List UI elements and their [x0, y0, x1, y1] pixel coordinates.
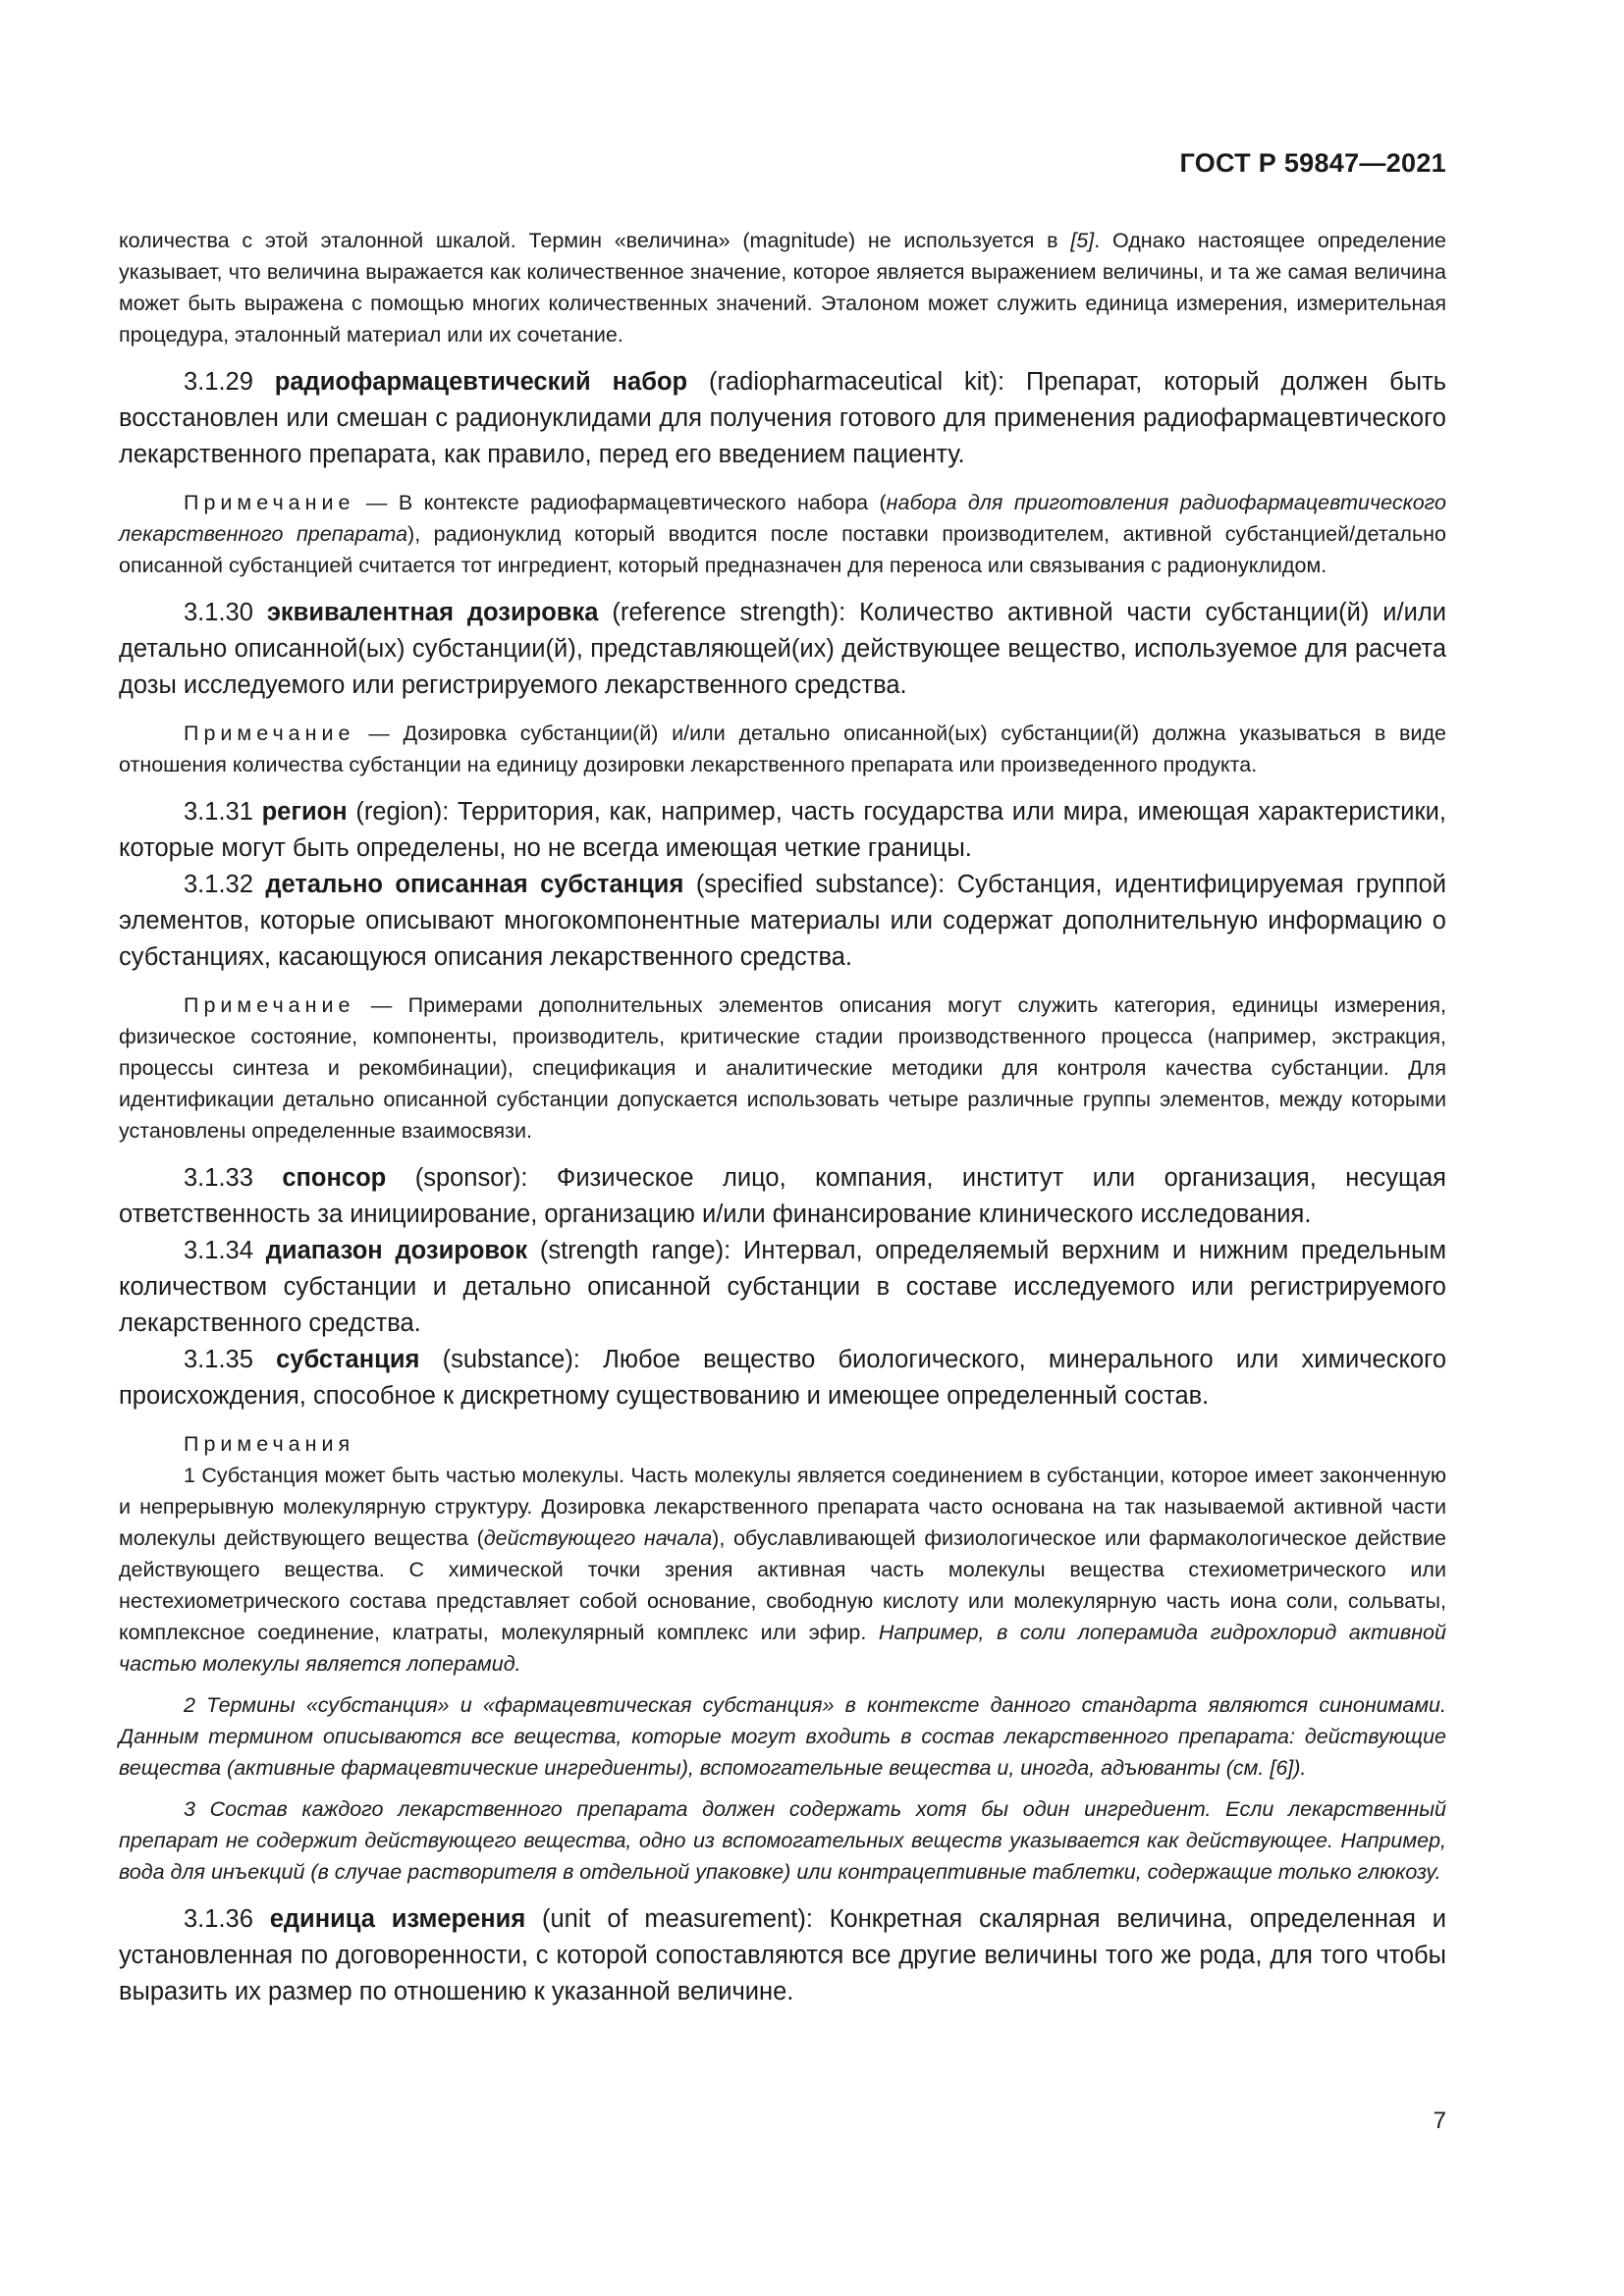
term-3-1-34: 3.1.34 диапазон дозировок (strength range): Интервал, определяемый верхним и нижним предельным количеством субстанции и детально описанной субстанции в составе исследуемого или регистрируемого лекарственного средства. [119, 1237, 1446, 1337]
term-title: радиофармацевтический набор [274, 368, 688, 396]
term-3-1-31: 3.1.31 регион (region): Территория, как, например, часть государства или мира, имеющая характеристики, которые могут быть определены, но не всегда имеющая четкие границы. [119, 798, 1447, 862]
term-title: единица измерения [269, 1905, 526, 1933]
note-label: Примечание [184, 491, 355, 514]
note-3-1-35-2: 2 Термины «субстанция» и «фармацевтическая субстанция» в контексте данного стандарта являются синонимами. Данным термином описываются все вещества, которые могут входить в состав лекарственного препарата: действующие вещества (активные фармацевтические ингредиенты), вспомогательные вещества и, иногда, адъюванты (см. [6]). [119, 1693, 1446, 1780]
term-3-1-35: 3.1.35 субстанция (substance): Любое вещество биологического, минерального или химического происхождения, способное к дискретному существованию и имеющее определенный состав. [119, 1346, 1447, 1410]
notes-label-3-1-35 [119, 1428, 1446, 1460]
note-3-1-35-3: 3 Состав каждого лекарственного препарата должен содержать хотя бы один ингредиент. Если лекарственный препарат не содержит действующего вещества, одно из вспомогательных веществ указывается как действующее. Например, вода для инъекций (в случае растворителя в отдельной упаковке) или контрацептивные таблетки, содержащие только глюкозу. [119, 1797, 1446, 1884]
term-title: эквивалентная дозировка [266, 599, 599, 626]
document-body [119, 225, 1446, 2010]
note-label: Примечания [184, 1432, 355, 1456]
term-3-1-33: 3.1.33 спонсор (sponsor): Физическое лицо, компания, институт или организация, несущая ответственность за инициирование, организацию и/или финансирование клинического исследования. [119, 1164, 1446, 1228]
term-title: диапазон дозировок [265, 1237, 528, 1264]
term-3-1-30: 3.1.30 эквивалентная дозировка (reference strength): Количество активной части субстанции(й) и/или детально описанной(ых) субстанции(й), представляющей(их) действующее вещество, используемое для расчета дозы исследуемого или регистрируемого лекарственного средства. [119, 599, 1446, 699]
document-header: ГОСТ Р 59847—2021 [1179, 148, 1446, 178]
note-3-1-30: Примечание — Дозировка субстанции(й) и/или детально описанной(ых) субстанции(й) должна указываться в виде отношения количества субстанции на единицу дозировки лекарственного препарата или произведенного продукта. [119, 721, 1446, 776]
note-3-1-35-1: 1 Субстанция может быть частью молекулы. Часть молекулы является соединением в субстанции, которое имеет законченную и непрерывную молекулярную структуру. Дозировка лекарственного препарата часто основана на так называемой активной части молекулы действующего вещества (действующего начала), обуславливающей физиологическое или фармакологическое действие действующего вещества. С химической точки зрения активная часть молекулы вещества стехиометрического или нестехиометрического состава представляет собой основание, свободную кислоту или молекулярную часть иона соли, сольваты, комплексное соединение, клатраты, молекулярный комплекс или эфир. Например, в соли лоперамида гидрохлорид активной частью молекулы является лоперамид. [119, 1464, 1446, 1676]
term-3-1-32: 3.1.32 детально описанная субстанция (specified substance): Субстанция, идентифицируемая группой элементов, которые описывают многокомпонентные материалы или содержат дополнительную информацию о субстанциях, касающуюся описания лекарственного средства. [119, 871, 1447, 971]
term-title: детально описанная субстанция [265, 871, 684, 898]
continuation-paragraph: количества с этой эталонной шкалой. Термин «величина» (magnitude) не используется в [5]. Однако настоящее определение указывает, что величина выражается как количественное значение, которое является выражением величины, и та же самая величина может быть выражена с помощью многих количественных значений. Эталоном может служить единица измерения, измерительная процедура, эталонный материал или их сочетание. [119, 229, 1446, 347]
term-title: спонсор [282, 1164, 387, 1192]
bibliography-reference: [5] [1070, 229, 1095, 252]
note-3-1-32: Примечание — Примерами дополнительных элементов описания могут служить категория, единицы измерения, физическое состояние, компоненты, производитель, критические стадии производственного процесса (например, экстракция, процессы синтеза и рекомбинации), спецификация и аналитические методики для контроля качества субстанции. Для идентификации детально описанной субстанции допускается использовать четыре различные группы элементов, между которыми установлены определенные взаимосвязи. [119, 993, 1446, 1143]
page-number: 7 [1433, 2108, 1446, 2134]
term-title: субстанция [276, 1346, 420, 1373]
term-3-1-29: 3.1.29 радиофармацевтический набор (radiopharmaceutical kit): Препарат, который должен быть восстановлен или смешан с радионуклидами для получения готового для применения радиофармацевтического лекарственного препарата, как правило, перед его введением пациенту. [119, 368, 1446, 468]
document-page [119, 0, 1446, 2296]
note-3-1-29: Примечание — В контексте радиофармацевтического набора (набора для приготовления радиофармацевтического лекарственного препарата), радионуклид который вводится после поставки производителем, активной субстанцией/детально описанной субстанцией считается тот ингредиент, который предназначен для переноса или связывания с радионуклидом. [119, 491, 1446, 577]
note-label: Примечание [184, 993, 355, 1017]
note-label: Примечание [184, 721, 355, 745]
term-title: регион [261, 798, 348, 826]
term-3-1-36: 3.1.36 единица измерения (unit of measurement): Конкретная скалярная величина, определенная и установленная по договоренности, с которой сопоставляются все другие величины того же рода, для того чтобы выразить их размер по отношению к указанной величине. [119, 1905, 1446, 2005]
